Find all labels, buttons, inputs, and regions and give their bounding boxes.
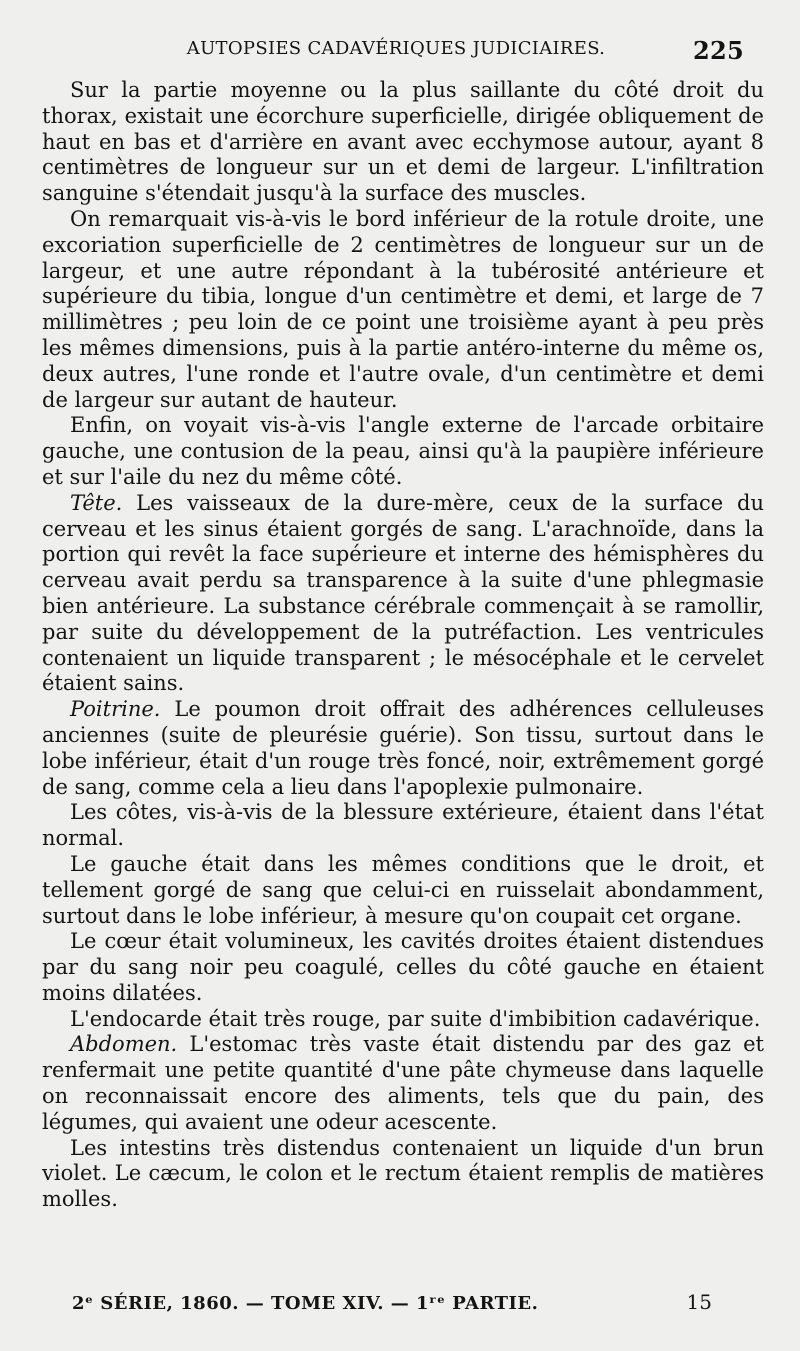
paragraph-text: Enfin, on voyait vis-à-vis l'angle externe de l'arcade orbitaire gauche, une contusion de la peau, ainsi qu'à la paupière inférieure et sur l'aile du nez du même côté. (42, 413, 764, 489)
paragraph-text: Le cœur était volumineux, les cavités droites étaient distendues par du sang noir peu coagulé, celles du côté gauche en étaient moins dilatées. (42, 929, 764, 1005)
paragraph-text: L'endocarde était très rouge, par suite d'imbibition cadavérique. (70, 1006, 761, 1031)
paragraph (42, 1136, 764, 1213)
sheet-number: 15 (686, 1290, 712, 1314)
section-lead: Poitrine. (70, 697, 161, 722)
paragraph (42, 929, 764, 1006)
paragraph-text: L'estomac très vaste était distendu par des gaz et renfermait une petite quantité d'une pâte chymeuse dans laquelle on reconnaissait encore des aliments, tels que du pain, des légumes, qui avaient une odeur acescente. (42, 1032, 764, 1134)
body-text (42, 78, 764, 1213)
paragraph (42, 78, 764, 207)
paragraph-text: Sur la partie moyenne ou la plus saillante du côté droit du thorax, existait une écorchure superficielle, dirigée obliquement de haut en bas et d'arrière en avant avec ecchymose autour, ayant 8 centimètres de longueur sur un et demi de largeur. L'infiltration sanguine s'étendait jusqu'à la surface des muscles. (42, 78, 764, 206)
running-title: AUTOPSIES CADAVÉRIQUES JUDICIAIRES. (186, 38, 606, 59)
section-lead: Abdomen. (70, 1032, 178, 1057)
paragraph (42, 413, 764, 490)
page-number: 225 (693, 36, 744, 65)
paragraph-text: Le gauche était dans les mêmes conditions que le droit, et tellement gorgé de sang que celui-ci en ruisselait abondamment, surtout dans le lobe inférieur, à mesure qu'on coupait cet organe. (42, 851, 764, 928)
series-signature: 2ᵉ SÉRIE, 1860. — TOME XIV. — 1ʳᵉ PARTIE. (72, 1293, 539, 1314)
paragraph-text: Les vaisseaux de la dure-mère, ceux de la surface du cerveau et les sinus étaient gorgés de sang. L'arachnoïde, dans la portion qui revêt la face supérieure et interne des hémisphères du cerveau avait perdu sa transparence à la suite d'une phlegmasie bien antérieure. La substance cérébrale commençait à se ramollir, par suite du développement de la putréfaction. Les ventricules contenaient un liquide transparent ; le mésocéphale et le cervelet étaient sains. (42, 490, 764, 696)
paragraph (42, 697, 764, 800)
paragraph (42, 491, 764, 697)
page-header (48, 38, 744, 66)
paragraph (42, 1007, 764, 1033)
paragraph (42, 852, 764, 929)
paragraph (42, 800, 764, 852)
section-lead: Tête. (70, 490, 123, 515)
paragraph-text: Le poumon droit offrait des adhérences celluleuses anciennes (suite de pleurésie guérie). Son tissu, surtout dans le lobe inférieur, était d'un rouge très foncé, noir, extrêmement gorgé de sang, comme cela a lieu dans l'apoplexie pulmonaire. (42, 697, 764, 799)
paragraph-text: On remarquait vis-à-vis le bord inférieur de la rotule droite, une excoriation superficielle de 2 centimètres de longueur sur un de largeur, et une autre répondant à la tubérosité antérieure et supérieure du tibia, longue d'un centimètre et demi, et large de 7 millimètres ; peu loin de ce point une troisième ayant à peu près les mêmes dimensions, puis à la partie antéro-interne du même os, deux autres, l'une ronde et l'autre ovale, d'un centimètre et demi de largeur sur autant de hauteur. (42, 206, 764, 412)
paragraph (42, 1032, 764, 1135)
paragraph (42, 207, 764, 413)
paragraph-text: Les intestins très distendus contenaient un liquide d'un brun violet. Le cæcum, le colon et le rectum étaient remplis de matières molles. (42, 1135, 764, 1212)
page-footer (72, 1290, 712, 1314)
paragraph-text: Les côtes, vis-à-vis de la blessure extérieure, étaient dans l'état normal. (42, 800, 764, 851)
